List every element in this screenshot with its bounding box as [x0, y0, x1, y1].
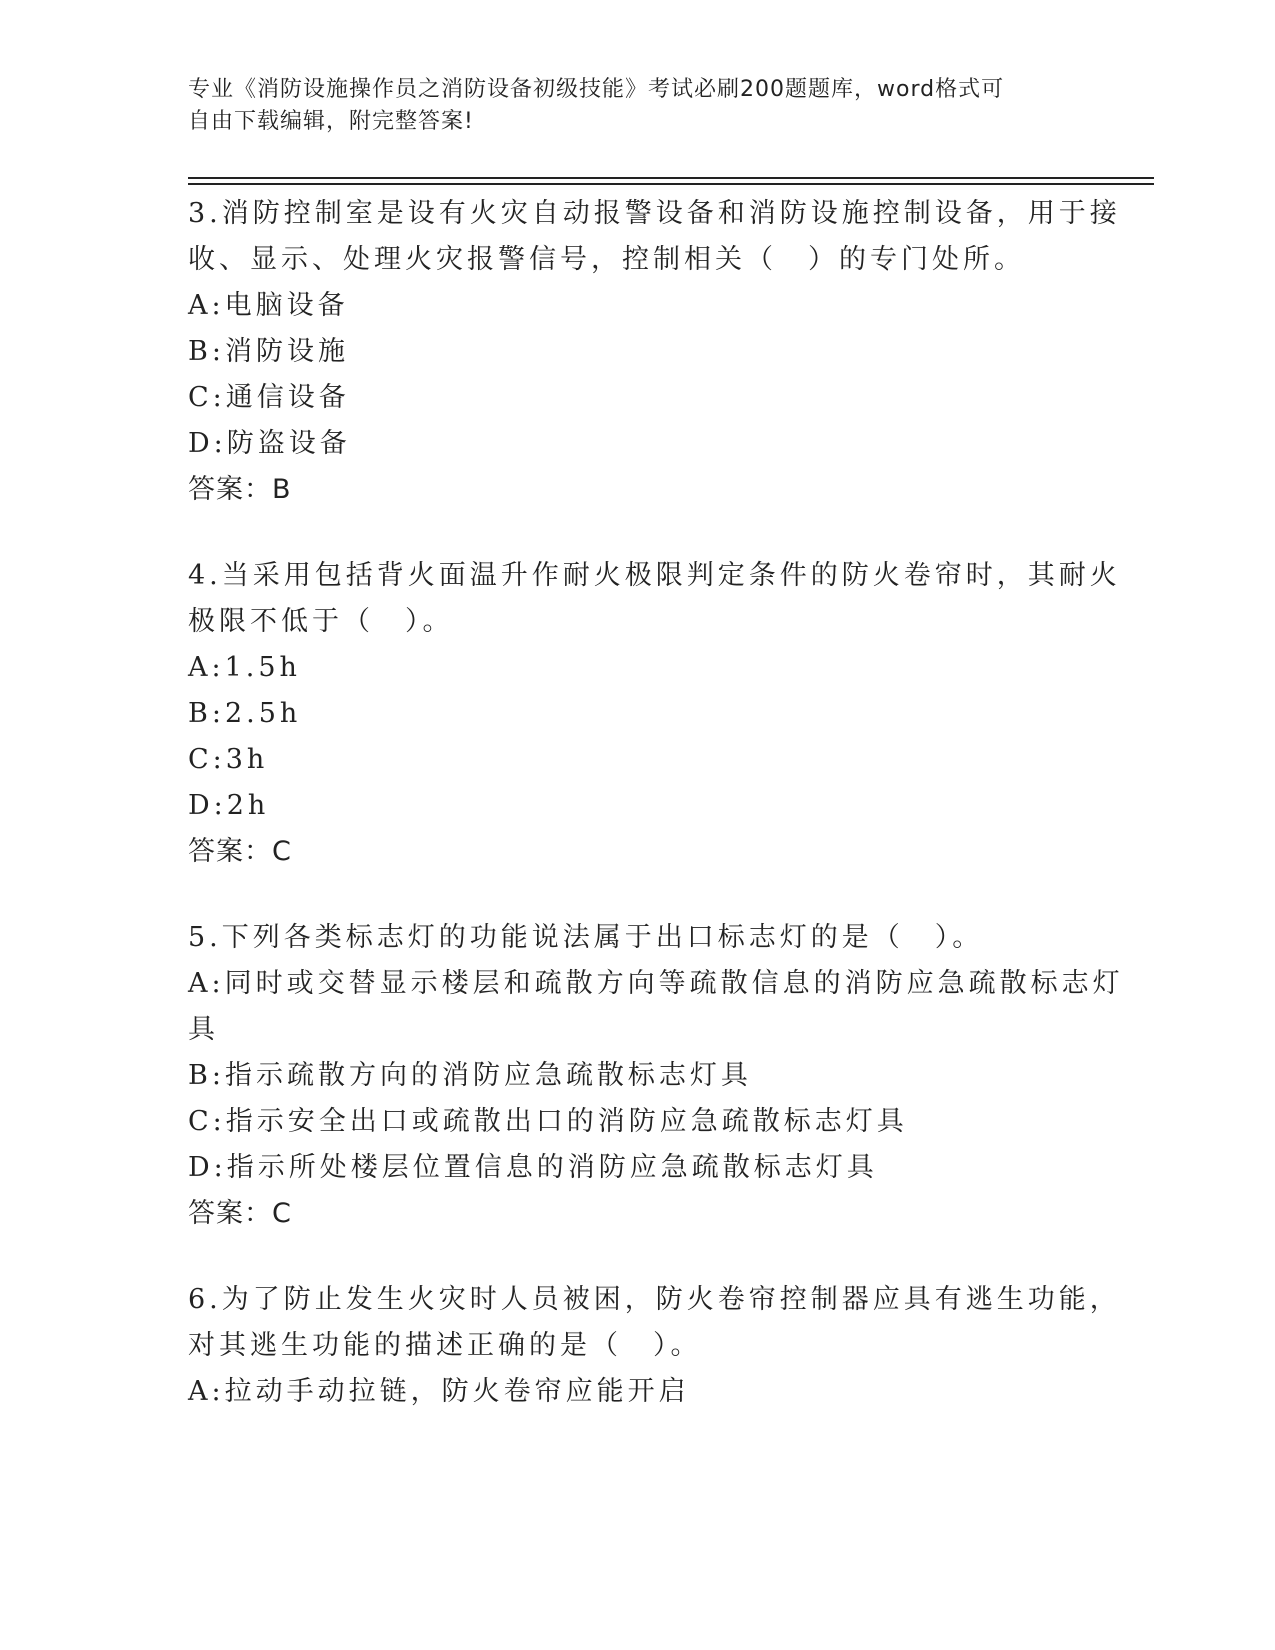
option-c: C:3h [188, 744, 269, 775]
option-b: B:2.5h [188, 698, 302, 729]
answer: 答案：C [188, 836, 292, 867]
header-line-1: 专业《消防设施操作员之消防设备初级技能》考试必刷200题题库，word格式可 [188, 77, 1005, 102]
option-a: A:拉动手动拉链，防火卷帘应能开启 [188, 1376, 690, 1407]
option-a: A:1.5h [188, 652, 301, 683]
stem-line: 6.为了防止发生火灾时人员被困，防火卷帘控制器应具有逃生功能， [188, 1284, 1121, 1315]
stem-line: 极限不低于（ ）。 [188, 606, 454, 637]
stem-line: 4.当采用包括背火面温升作耐火极限判定条件的防火卷帘时，其耐火 [188, 560, 1121, 591]
option-d: D:指示所处楼层位置信息的消防应急疏散标志灯具 [188, 1152, 878, 1183]
question-stem [188, 915, 1088, 961]
question-3 [188, 191, 1121, 513]
header-divider-top [188, 177, 1154, 179]
document-header [188, 74, 1088, 138]
option-d: D:2h [188, 790, 270, 821]
question-6 [188, 1277, 1121, 1415]
stem-line: 收、显示、处理火灾报警信号，控制相关（ ）的专门处所。 [188, 244, 1025, 275]
option-a: A:电脑设备 [188, 290, 349, 321]
header-line-2: 自由下载编辑，附完整答案! [188, 109, 474, 134]
question-stem [188, 1277, 1121, 1369]
answer: 答案：C [188, 1198, 292, 1229]
question-stem [188, 191, 1121, 283]
question-stem [188, 553, 1121, 645]
answer: 答案：B [188, 474, 292, 505]
option-d: D:防盗设备 [188, 428, 351, 459]
option-a: A:同时或交替显示楼层和疏散方向等疏散信息的消防应急疏散标志灯 [188, 968, 1124, 999]
stem-line: 5.下列各类标志灯的功能说法属于出口标志灯的是（ ）。 [188, 922, 984, 953]
option-a-continued: 具 [188, 1014, 219, 1045]
question-5 [188, 915, 1124, 1237]
header-divider-bottom [188, 183, 1154, 185]
question-4 [188, 553, 1121, 875]
stem-line: 3.消防控制室是设有火灾自动报警设备和消防设施控制设备，用于接 [188, 198, 1121, 229]
option-b: B:消防设施 [188, 336, 349, 367]
option-c: C:通信设备 [188, 382, 350, 413]
option-b: B:指示疏散方向的消防应急疏散标志灯具 [188, 1060, 752, 1091]
question-list [188, 191, 1124, 1455]
option-c: C:指示安全出口或疏散出口的消防应急疏散标志灯具 [188, 1106, 908, 1137]
stem-line: 对其逃生功能的描述正确的是（ ）。 [188, 1330, 702, 1361]
